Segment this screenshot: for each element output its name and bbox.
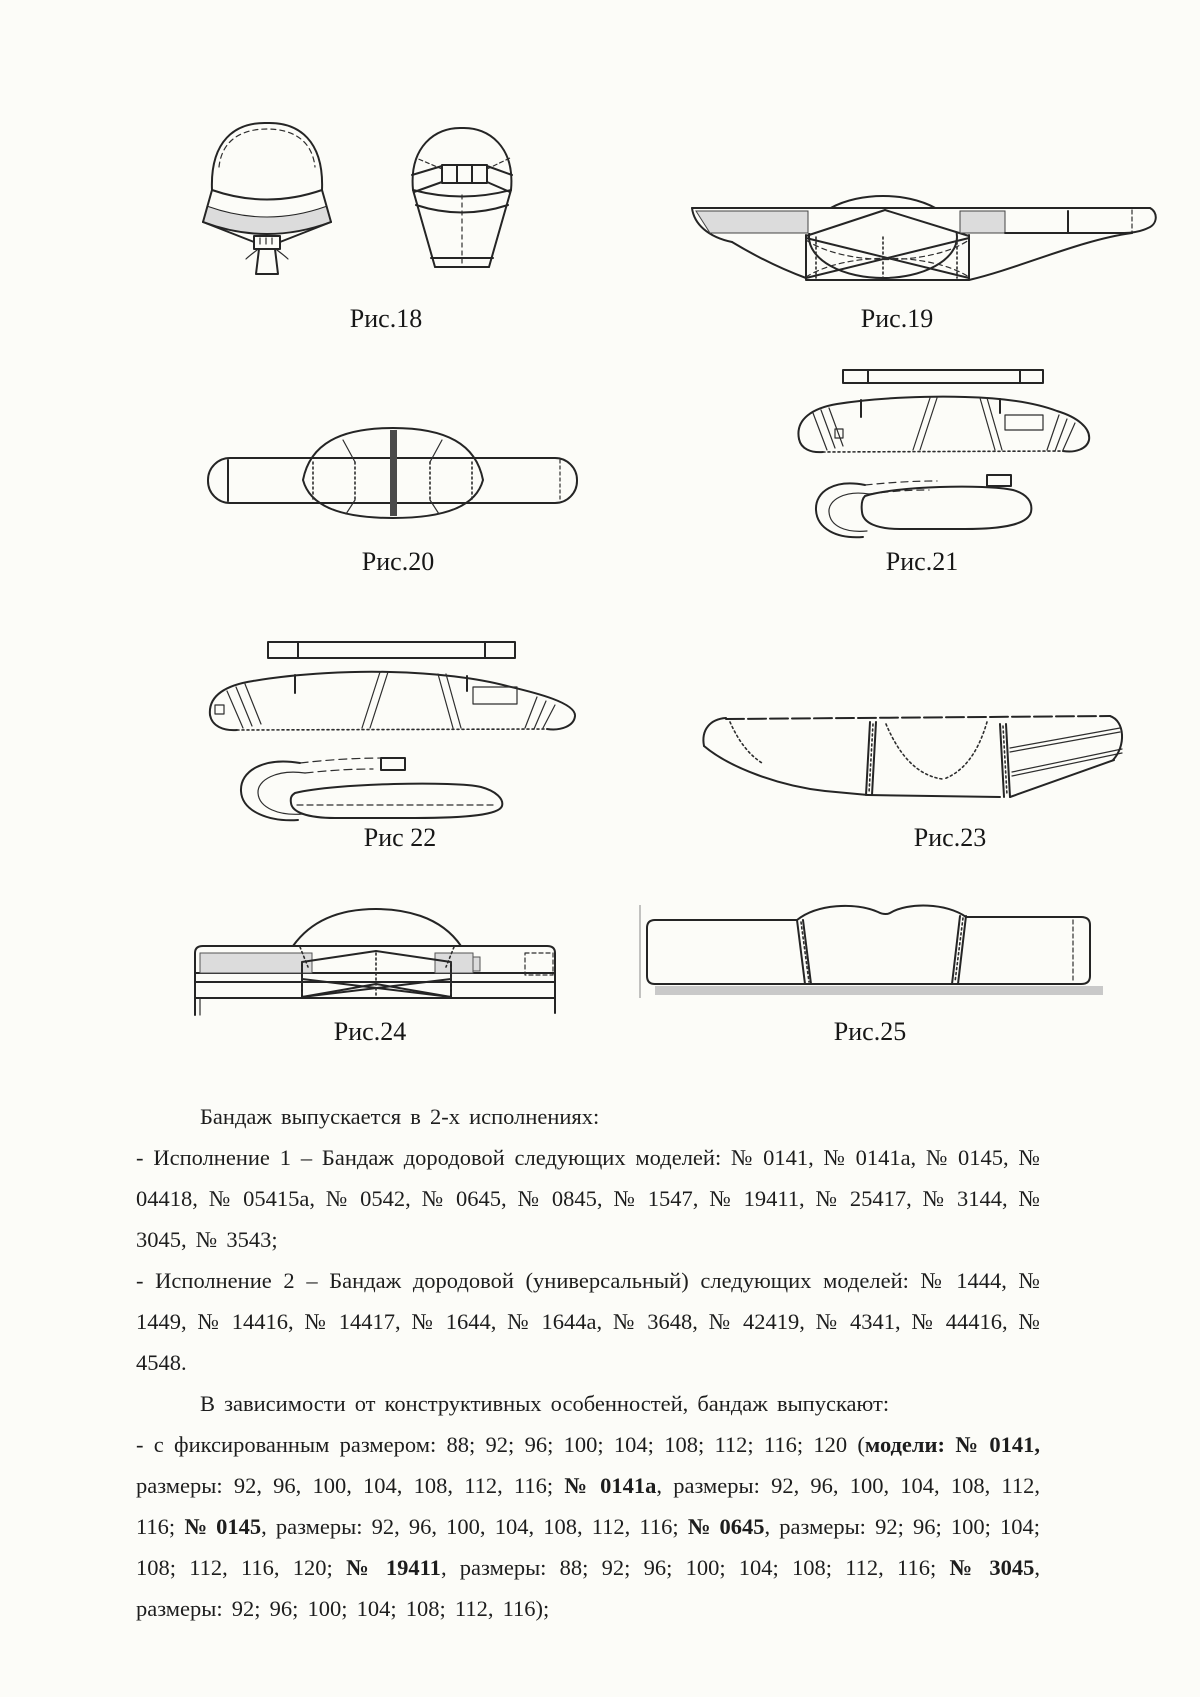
text-run: модели: № 0141, bbox=[864, 1432, 1040, 1457]
text-run: № 19411 bbox=[345, 1555, 441, 1580]
figure-20 bbox=[200, 420, 585, 525]
figure-22 bbox=[195, 635, 595, 835]
figure-19-caption: Рис.19 bbox=[860, 304, 934, 333]
text-run: - Исполнение 1 – Бандаж дородовой следующих моделей: № 0141, № 0141а, № 0145, № 04418, № 05415а, № 0542, № 0645, № 0845, № 1547, № 19411, № 25417, № 3144, № 3045, № 3543; bbox=[136, 1145, 1040, 1252]
figure-25 bbox=[585, 900, 1130, 1000]
paragraph bbox=[136, 1383, 1040, 1424]
text-run: Бандаж выпускается в 2-х исполнениях: bbox=[200, 1104, 600, 1129]
text-run: № 0145 bbox=[184, 1514, 262, 1539]
figure-20-drawing bbox=[200, 420, 585, 525]
paragraph bbox=[136, 1260, 1040, 1383]
text-run: - с фиксированным размером: 88; 92; 96; 100; 104; 108; 112; 116; 120 ( bbox=[136, 1432, 865, 1457]
text-run: № 0141а bbox=[564, 1473, 657, 1498]
paragraph bbox=[136, 1137, 1040, 1260]
figure-20-caption: Рис.20 bbox=[361, 547, 435, 576]
text-run: , размеры: 92, 96, 100, 104, 108, 112, 116; bbox=[261, 1514, 688, 1539]
figure-25-drawing bbox=[585, 900, 1130, 1000]
paragraph bbox=[136, 1424, 1040, 1629]
figure-18 bbox=[195, 95, 540, 310]
figure-23-drawing bbox=[690, 700, 1135, 805]
figure-19 bbox=[680, 180, 1170, 305]
text-run: , размеры: 92, 96, 100, 104, 108, 112, 116; bbox=[136, 1473, 1040, 1539]
figure-21-drawing bbox=[765, 355, 1110, 550]
figure-19-drawing bbox=[680, 180, 1170, 305]
figure-18-drawing bbox=[195, 95, 540, 310]
text-run: , размеры: 92; 96; 100; 104; 108; 112, 116, 120; bbox=[136, 1514, 1041, 1580]
text-run: размеры: 92, 96, 100, 104, 108, 112, 116; bbox=[136, 1473, 565, 1498]
figure-24 bbox=[190, 905, 570, 1020]
paragraph bbox=[136, 1096, 1040, 1137]
figure-21-caption: Рис.21 bbox=[885, 547, 959, 576]
figure-25-caption: Рис.25 bbox=[833, 1017, 907, 1046]
figure-18-caption: Рис.18 bbox=[349, 304, 423, 333]
figure-23 bbox=[690, 700, 1135, 805]
body-text bbox=[136, 1096, 1040, 1629]
text-run: , размеры: 92; 96; 100; 104; 108; 112, 116); bbox=[136, 1555, 1040, 1621]
figure-22-caption: Рис 22 bbox=[363, 823, 437, 852]
text-run: В зависимости от конструктивных особенностей, бандаж выпускают: bbox=[200, 1391, 890, 1416]
figure-24-caption: Рис.24 bbox=[333, 1017, 407, 1046]
text-run: - Исполнение 2 – Бандаж дородовой (универсальный) следующих моделей: № 1444, № 1449, № 14416, № 14417, № 1644, № 1644а, № 3648, № 42419, № 4341, № 44416, № 4548. bbox=[136, 1268, 1040, 1375]
text-run: , размеры: 88; 92; 96; 100; 104; 108; 112, 116; bbox=[440, 1555, 950, 1580]
figure-22-drawing bbox=[195, 635, 595, 835]
text-run: № 3045 bbox=[949, 1555, 1035, 1580]
figure-23-caption: Рис.23 bbox=[913, 823, 987, 852]
figure-24-drawing bbox=[190, 905, 570, 1020]
text-run: № 0645 bbox=[687, 1514, 765, 1539]
figure-21 bbox=[765, 355, 1110, 550]
